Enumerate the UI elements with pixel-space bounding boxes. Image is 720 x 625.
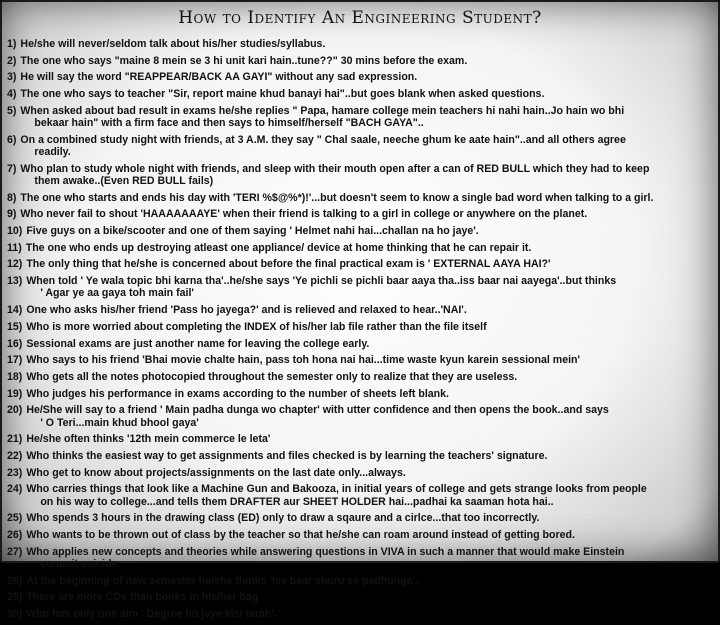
item-text-block	[20, 163, 712, 188]
list-item	[7, 225, 712, 237]
item-text-block	[20, 38, 712, 50]
item-text-block	[20, 71, 712, 83]
list-item	[7, 275, 712, 300]
item-number: 20)	[7, 404, 23, 417]
item-number: 22)	[7, 449, 23, 462]
item-number: 12)	[7, 258, 23, 271]
item-number: 23)	[7, 466, 23, 479]
item-text-block	[26, 338, 712, 350]
item-text-block	[26, 433, 712, 445]
item-text-block	[20, 208, 712, 220]
item-text: Who thinks the easiest way to get assignments and files checked is by learning the teachers' signature.	[26, 449, 548, 462]
page-title: How to Identify An Engineering Student?	[178, 8, 542, 28]
item-text-block	[26, 529, 712, 541]
item-text: Who has only one aim ' Degree ho jaye kisi tarah'.	[26, 608, 277, 621]
item-text-block	[20, 88, 712, 100]
item-text-continuation: ' O Teri...main khud bhool gaya'	[40, 416, 199, 429]
item-number: 3)	[7, 71, 17, 84]
item-text-block	[26, 304, 712, 316]
item-number: 25)	[7, 512, 23, 525]
item-text: Who get to know about projects/assignments on the last date only...always.	[26, 466, 406, 479]
item-number: 30)	[7, 608, 23, 621]
item-text: Sessional exams are just another name for leaving the college early.	[26, 337, 370, 350]
item-text-continuation: commit suicide.	[40, 557, 121, 570]
item-text-continuation: ' Agar ye aa gaya toh main fail'	[40, 287, 194, 300]
list-item	[7, 55, 712, 67]
item-number: 17)	[7, 354, 23, 367]
item-number: 13)	[7, 275, 23, 288]
list-item	[7, 483, 712, 508]
item-number: 27)	[7, 545, 23, 558]
item-text: Who judges his performance in exams according to the number of sheets left blank.	[26, 387, 449, 400]
item-text: He/She will say to a friend ' Main padha dunga wo chapter' with utter confidence and then opens the book..and says	[26, 404, 609, 417]
item-text: He/she will never/seldom talk about his/her studies/syllabus.	[20, 38, 326, 50]
list-item	[7, 512, 712, 524]
list-item	[7, 304, 712, 316]
list-item	[7, 371, 712, 383]
item-number: 4)	[7, 88, 17, 101]
item-number: 11)	[7, 241, 22, 254]
item-text: There are more CDs than books in his/her bag	[26, 591, 259, 604]
list-item	[7, 242, 712, 254]
item-text: Who wants to be thrown out of class by the teacher so that he/she can roam around instead of getting bored.	[26, 528, 575, 541]
item-text: At the beginning of new semester he/she thinks 'Iss baar shuru se padhunga'.	[26, 574, 419, 587]
item-text: The only thing that he/she is concerned about before the final practical exam is ' EXTERNAL AAYA HAI?'	[26, 258, 551, 271]
list-item	[7, 321, 712, 333]
item-text-block	[20, 134, 712, 159]
item-number: 15)	[7, 320, 23, 333]
item-text-block	[26, 354, 712, 366]
item-text-continuation: them awake..(Even RED BULL fails)	[34, 175, 214, 188]
item-text-block	[26, 225, 712, 237]
list-item	[7, 608, 712, 620]
item-text: One who asks his/her friend 'Pass ho jayega?' and is relieved and relaxed to hear..'NAI'.	[26, 304, 467, 317]
list-item	[7, 450, 712, 462]
list-item	[7, 71, 712, 83]
list-item	[7, 258, 712, 270]
list-item	[7, 404, 712, 429]
item-text-continuation: readily.	[34, 146, 71, 159]
item-number: 8)	[7, 191, 17, 204]
item-text: When asked about bad result in exams he/she replies " Papa, hamare college mein teachers hi nahi hain..Jo hain wo bhi	[20, 104, 625, 117]
item-text: The one who says "maine 8 mein se 3 hi unit kari hain..tune??" 30 mins before the exam.	[20, 54, 468, 67]
item-text: Who gets all the notes photocopied throughout the semester only to realize that they are useless.	[26, 370, 518, 383]
list-item	[7, 388, 712, 400]
item-number: 21)	[7, 433, 23, 446]
item-list	[7, 38, 712, 625]
item-number: 16)	[7, 337, 23, 350]
item-text-block	[20, 55, 712, 67]
item-text-block	[20, 192, 712, 204]
list-item	[7, 591, 712, 603]
item-text-block	[26, 546, 712, 571]
item-number: 24)	[7, 483, 23, 496]
item-text-block	[20, 105, 712, 130]
item-text-block	[26, 512, 712, 524]
item-number: 10)	[7, 225, 23, 238]
item-number: 6)	[7, 133, 17, 146]
item-text: Who never fail to shout 'HAAAAAAAYE' when their friend is talking to a girl in college or anywhere on the planet.	[20, 208, 588, 221]
list-item	[7, 208, 712, 220]
item-number: 18)	[7, 370, 23, 383]
item-number: 1)	[7, 38, 17, 50]
item-text-block	[26, 404, 712, 429]
item-text-block	[26, 258, 712, 270]
item-number: 28)	[7, 574, 23, 587]
item-text-block	[26, 591, 712, 603]
item-text: He will say the word "REAPPEAR/BACK AA GAYI" without any sad expression.	[20, 71, 418, 84]
list-item	[7, 338, 712, 350]
list-item	[7, 546, 712, 571]
item-number: 5)	[7, 104, 17, 117]
item-text-block	[26, 450, 712, 462]
item-text: Who spends 3 hours in the drawing class (ED) only to draw a sqaure and a cirlce...that too incorrectly.	[26, 512, 540, 525]
item-text-block	[26, 575, 712, 587]
item-text-block	[26, 388, 712, 400]
item-text-block	[26, 483, 712, 508]
list-item	[7, 38, 712, 50]
item-text-block	[26, 608, 712, 620]
item-text-block	[26, 242, 712, 254]
item-text-block	[26, 275, 712, 300]
item-number: 14)	[7, 304, 23, 317]
item-text: On a combined study night with friends, at 3 A.M. they say " Chal saale, neeche ghum ke aate hain"..and all others agree	[20, 133, 626, 146]
item-text-block	[26, 321, 712, 333]
item-number: 9)	[7, 208, 17, 221]
item-text: The one who starts and ends his day with 'TERI %$@%*)!'...but doesn't seem to know a single bad word when talking to a girl.	[20, 191, 654, 204]
item-text: When told ' Ye wala topic bhi karna tha'..he/she says 'Ye pichli se pichli baar aaya tha..iss baar nai aayega'..but thinks	[26, 275, 617, 288]
list-item	[7, 467, 712, 479]
list-item	[7, 134, 712, 159]
list-item	[7, 354, 712, 366]
item-text: The one who says to teacher "Sir, report maine khud banayi hai"..but goes blank when asked questions.	[20, 88, 545, 101]
item-text: Who applies new concepts and theories while answering questions in VIVA in such a manner that would make Einstein	[26, 545, 625, 558]
list-item	[7, 433, 712, 445]
list-item	[7, 529, 712, 541]
item-text-continuation: on his way to college...and tells them DRAFTER aur SHEET HOLDER hai...padhai ka saaman hota hai..	[40, 495, 554, 508]
list-item	[7, 192, 712, 204]
list-item	[7, 105, 712, 130]
item-number: 7)	[7, 162, 17, 175]
item-text: Who is more worried about completing the INDEX of his/her lab file rather than the file itself	[26, 320, 487, 333]
item-number: 26)	[7, 528, 23, 541]
item-text: The one who ends up destroying atleast one appliance/ device at home thinking that he can repair it.	[25, 241, 532, 254]
item-text: Who says to his friend 'Bhai movie chalte hain, pass toh hona nai hai...time waste kyun karein sessional mein'	[26, 354, 581, 367]
item-text-continuation: bekaar hain" with a firm face and then says to himself/herself "BACH GAYA"..	[34, 117, 424, 130]
item-text: Who carries things that look like a Machine Gun and Bakooza, in initial years of college and gets strange looks from people	[26, 483, 647, 496]
item-text: He/she often thinks '12th mein commerce le leta'	[26, 433, 271, 446]
list-item	[7, 163, 712, 188]
list-item	[7, 88, 712, 100]
item-text: Who plan to study whole night with friends, and sleep with their mouth open after a can of RED BULL which they had to keep	[20, 162, 650, 175]
item-number: 2)	[7, 54, 17, 67]
item-number: 29)	[7, 591, 23, 604]
item-number: 19)	[7, 387, 23, 400]
item-text-block	[26, 371, 712, 383]
item-text: Five guys on a bike/scooter and one of them saying ' Helmet nahi hai...challan na ho jaye'.	[26, 225, 479, 238]
list-item	[7, 575, 712, 587]
item-text-block	[26, 467, 712, 479]
